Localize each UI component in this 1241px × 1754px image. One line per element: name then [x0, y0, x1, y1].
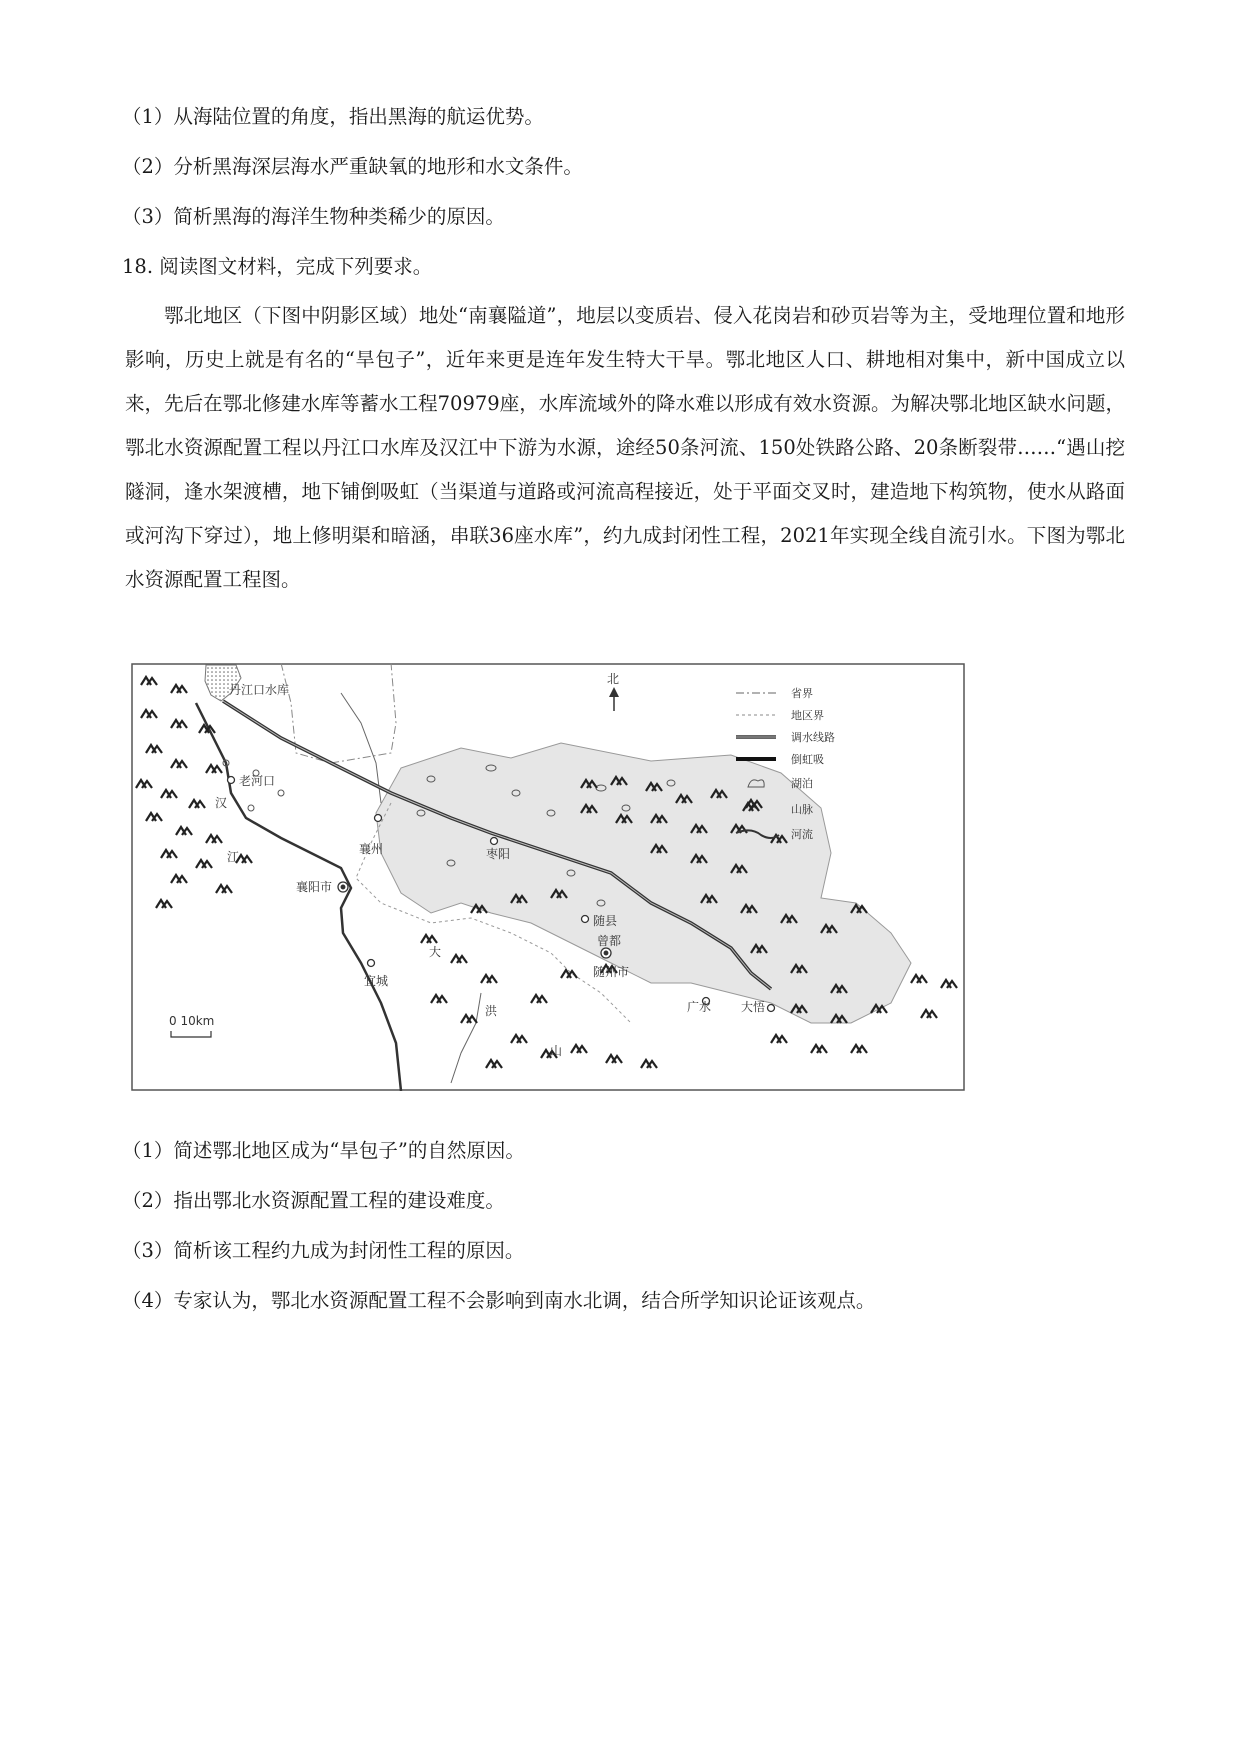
- question-18-material: 鄂北地区（下图中阴影区域）地处“南襄隘道”，地层以变质岩、侵入花岗岩和砂页岩等为主，受地理位置和地形影响，历史上就是有名的“旱包子”，近年来更是连年发生特大干旱。鄂北地区人口、耕地相对集中，新中国成立以来，先后在鄂北修建水库等蓄水工程70979座，水库流域外的降水难以形成有效水资源。为解决鄂北地区缺水问题，鄂北水资源配置工程以丹江口水库及汉江中下游为水源，途经50条河流、150处铁路公路、20条断裂带……“遇山挖隧洞，逢水架渡槽，地下铺倒吸虹（当渠道与道路或河流高程接近，处于平面交叉时，建造地下构筑物，使水从路面或河沟下穿过），地上修明渠和暗涵，串联36座水库”，约九成封闭性工程，2021年实现全线自流引水。下图为鄂北水资源配置工程图。: [125, 304, 1125, 591]
- svg-text:随州市: 随州市: [593, 965, 630, 979]
- q17-part-1: （1）从海陆位置的角度，指出黑海的航运优势。: [122, 105, 544, 128]
- q18-part-3: （3）简析该工程约九成为封闭性工程的原因。: [122, 1239, 525, 1262]
- svg-text:地区界: 地区界: [791, 709, 824, 722]
- svg-text:汉: 汉: [215, 796, 228, 810]
- svg-text:曾都: 曾都: [597, 934, 622, 948]
- svg-text:0 10km: 0 10km: [169, 1014, 215, 1028]
- svg-text:枣阳: 枣阳: [486, 847, 511, 861]
- svg-text:宜城: 宜城: [364, 974, 389, 988]
- svg-text:山: 山: [550, 1044, 563, 1058]
- svg-text:江: 江: [227, 850, 240, 864]
- svg-text:大: 大: [429, 945, 442, 959]
- q17-part-2: （2）分析黑海深层海水严重缺氧的地形和水文条件。: [122, 155, 583, 178]
- svg-text:北: 北: [607, 672, 620, 686]
- svg-text:洪: 洪: [485, 1004, 498, 1018]
- svg-text:随县: 随县: [593, 914, 618, 928]
- svg-text:广水: 广水: [687, 1000, 712, 1014]
- question-18-title: 18. 阅读图文材料，完成下列要求。: [122, 255, 433, 278]
- svg-text:调水线路: 调水线路: [791, 731, 835, 744]
- q18-part-2: （2）指出鄂北水资源配置工程的建设难度。: [122, 1189, 505, 1212]
- svg-text:大悟: 大悟: [741, 1000, 766, 1014]
- svg-text:倒虹吸: 倒虹吸: [791, 753, 824, 766]
- q17-part-3: （3）简析黑海的海洋生物种类稀少的原因。: [122, 205, 505, 228]
- svg-text:山脉: 山脉: [791, 803, 813, 816]
- svg-text:湖泊: 湖泊: [791, 777, 813, 790]
- water-project-map: [131, 663, 965, 1091]
- svg-text:襄州: 襄州: [359, 842, 384, 856]
- q18-part-4: （4）专家认为，鄂北水资源配置工程不会影响到南水北调，结合所学知识论证该观点。: [122, 1289, 876, 1312]
- svg-text:河流: 河流: [791, 828, 813, 841]
- q18-part-1: （1）简述鄂北地区成为“旱包子”的自然原因。: [122, 1139, 525, 1162]
- svg-text:丹江口水库: 丹江口水库: [229, 683, 290, 697]
- svg-text:襄阳市: 襄阳市: [296, 880, 333, 894]
- svg-text:老河口: 老河口: [239, 774, 276, 788]
- svg-text:省界: 省界: [791, 687, 813, 700]
